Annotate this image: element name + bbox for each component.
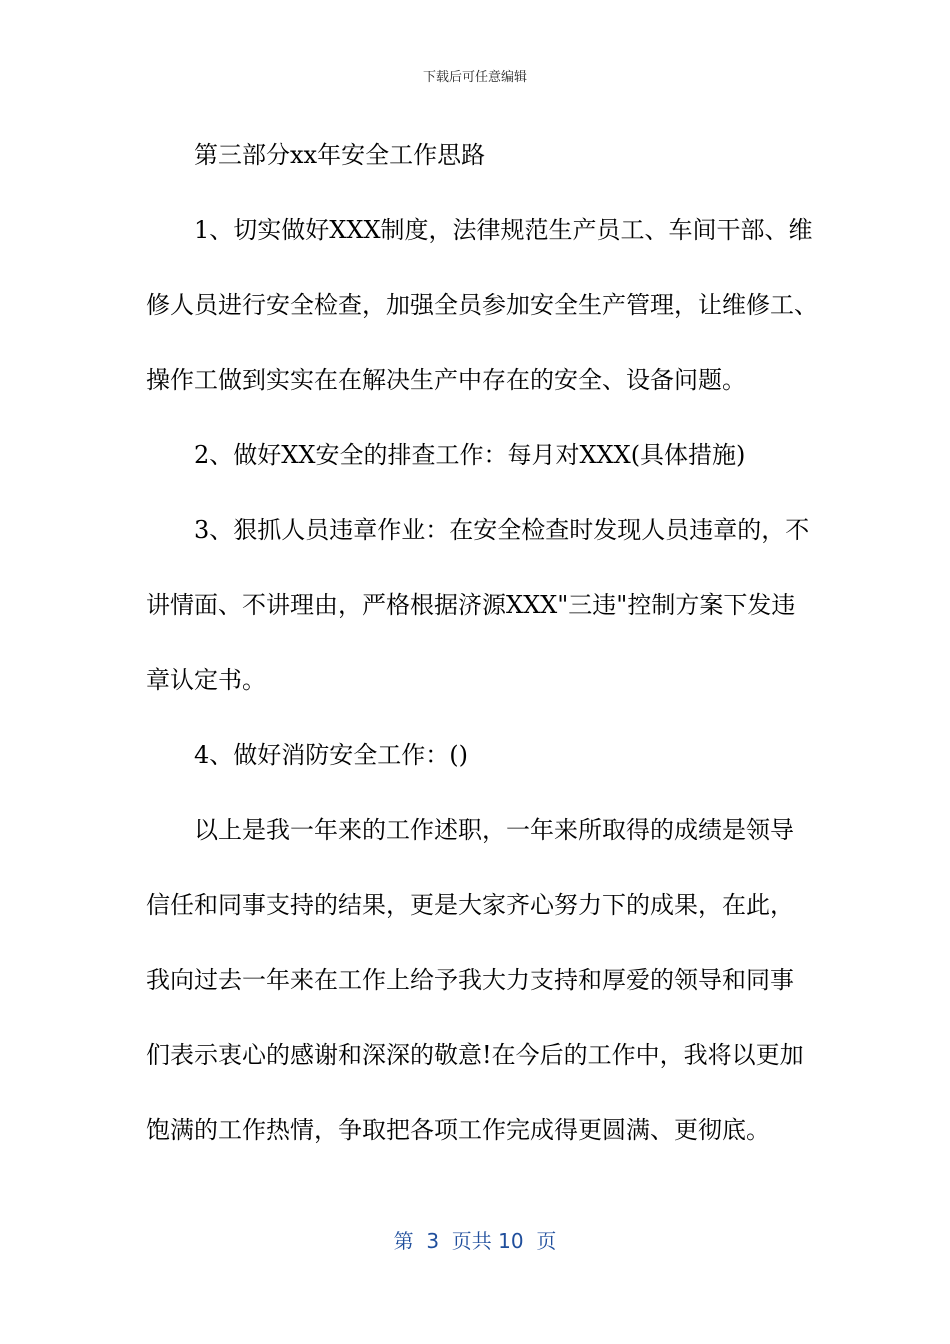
text-line: 讲情面、不讲理由，严格根据济源XXX"三违"控制方案下发违 <box>146 591 796 619</box>
document-body <box>146 118 818 1168</box>
text-line: 信任和同事支持的结果，更是大家齐心努力下的成果，在此， <box>146 891 794 919</box>
text-line: 我向过去一年来在工作上给予我大力支持和厚爱的领导和同事 <box>146 966 794 994</box>
text-line: 饱满的工作热情，争取把各项工作完成得更圆满、更彻底。 <box>146 1116 770 1144</box>
text-line: 章认定书。 <box>146 666 266 694</box>
text-line: 们表示衷心的感谢和深深的敬意!在今后的工作中，我将以更加 <box>146 1041 804 1069</box>
page-number-footer: 第 3 页共 10 页 <box>393 1229 557 1253</box>
text-line: 以上是我一年来的工作述职，一年来所取得的成绩是领导 <box>194 816 794 844</box>
text-line: 4、做好消防安全工作：() <box>194 741 468 769</box>
text-line: 3、狠抓人员违章作业：在安全检查时发现人员违章的，不 <box>194 516 810 544</box>
text-line: 修人员进行安全检查，加强全员参加安全生产管理，让维修工、 <box>146 291 818 319</box>
text-line: 第三部分xx年安全工作思路 <box>194 141 486 169</box>
header-note: 下载后可任意编辑 <box>422 70 527 85</box>
text-line: 2、做好XX安全的排查工作：每月对XXX(具体措施) <box>194 441 746 469</box>
text-line: 操作工做到实实在在解决生产中存在的安全、设备问题。 <box>146 366 746 394</box>
text-line: 1、切实做好XXX制度，法律规范生产员工、车间干部、维 <box>194 216 813 244</box>
